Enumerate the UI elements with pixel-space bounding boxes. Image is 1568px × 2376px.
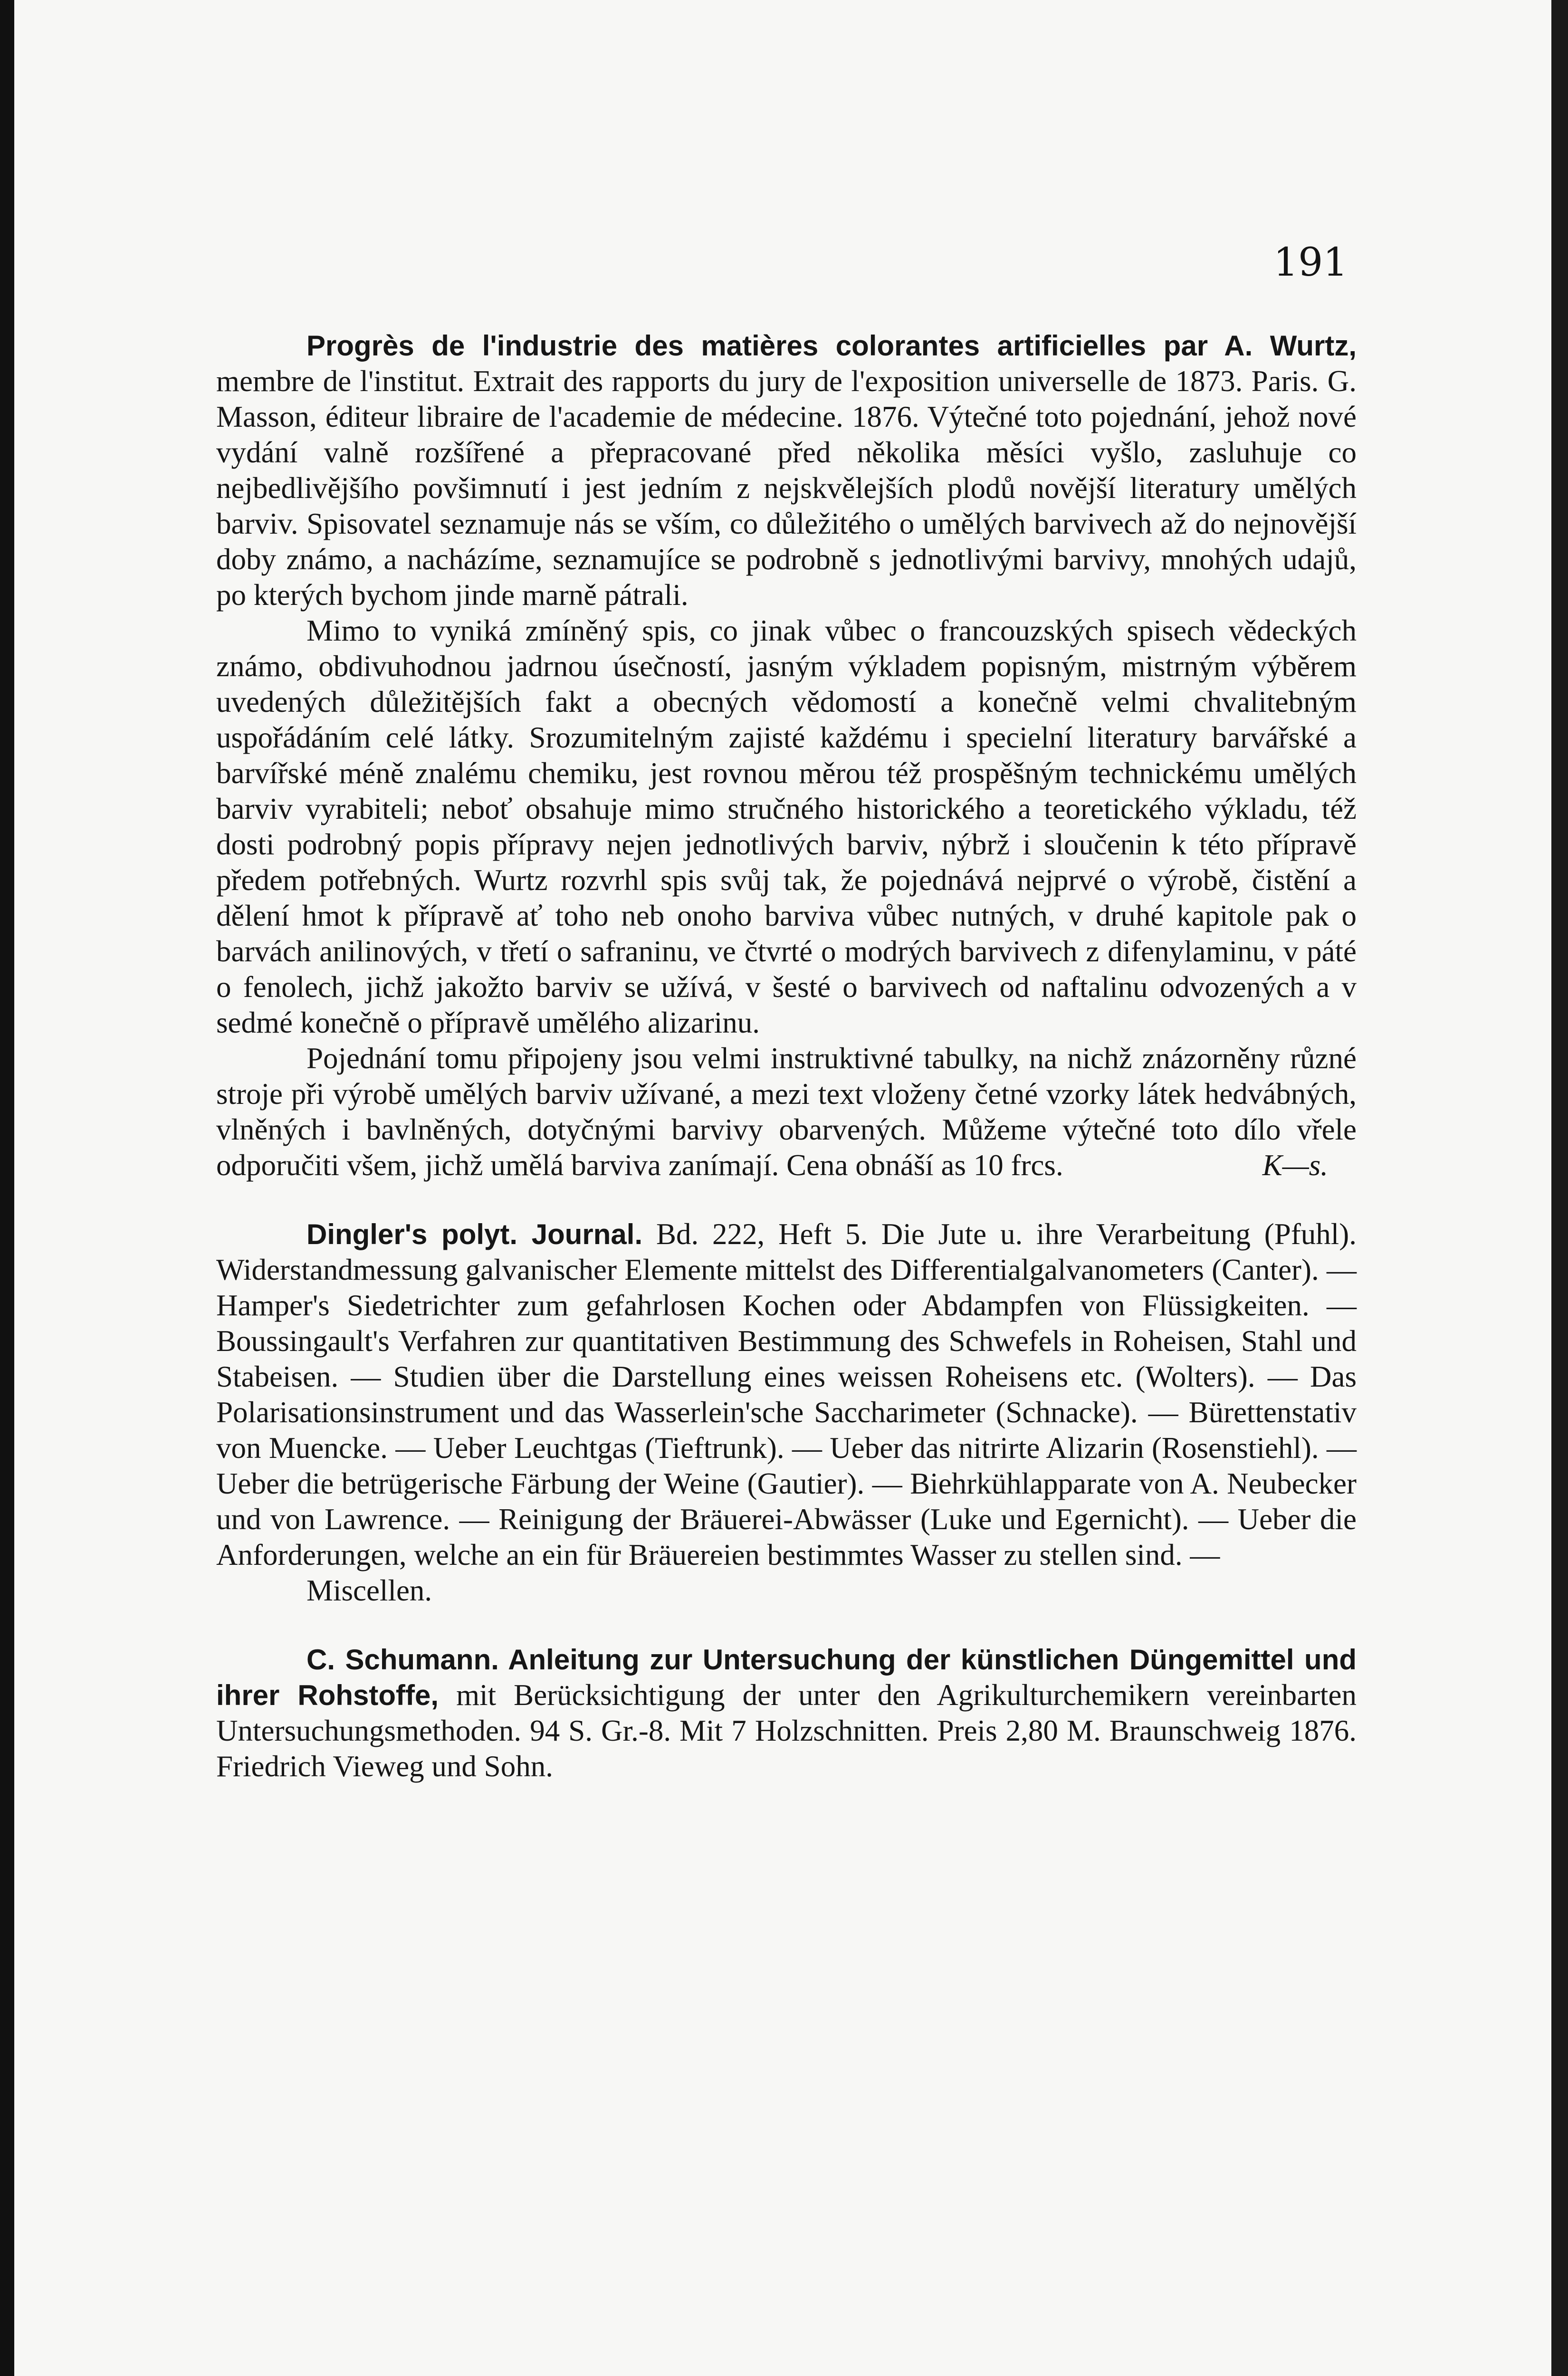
review-wurtz-citation-paragraph — [216, 328, 1357, 613]
review-dingler-paragraph — [216, 1217, 1357, 1609]
review-schumann — [216, 1642, 1357, 1784]
review-wurtz-signature: K—s. — [1262, 1149, 1328, 1182]
review-dingler-last: Miscellen. — [306, 1574, 432, 1607]
review-dingler-heading: Dingler's polyt. Journal. — [306, 1218, 643, 1250]
page-body — [216, 328, 1357, 1784]
review-schumann-paragraph — [216, 1642, 1357, 1784]
review-wurtz — [216, 328, 1357, 1183]
review-dingler — [216, 1217, 1357, 1609]
review-wurtz-heading: Progrès de l'industrie des matières colorantes artificielles par A. Wurtz, — [306, 330, 1357, 362]
review-wurtz-body-1: Výtečné toto pojednání, jehož nové vydání valně rozšířené a přepracované před několika měsíci vyšlo, zasluhuje co nejbedlivějšího povšimnutí i jest jedním z nejskvělejších plodů novější literatury umělých barviv. Spisovatel seznamuje nás se vším, co důležitého o umělých barvivech až do nejnovější doby známo, a nacházíme, seznamujíce se podrobně s jednotlivými barvivy, mnohých udajů, po kterých bychom jinde marně pátrali. — [216, 400, 1357, 612]
scanned-page — [14, 0, 1551, 2376]
book-spine-shadow — [0, 0, 14, 2376]
review-dingler-body: Bd. 222, Heft 5. Die Jute u. ihre Verarbeitung (Pfuhl). Widerstandmessung galvanischer Elemente mittelst des Differentialgalvanometers (Canter). — Hamper's Siedetrichter zum gefahrlosen Kochen oder Abdampfen von Flüssigkeiten. — Boussingault's Verfahren zur quantitativen Bestimmung des Schwefels in Roheisen, Stahl und Stabeisen. — Studien über die Darstellung eines weissen Roheisens etc. (Wolters). — Das Polarisationsinstrument und das Wasserlein'sche Saccharimeter (Schnacke). — Bürettenstativ von Muencke. — Ueber Leuchtgas (Tieftrunk). — Ueber das nitrirte Alizarin (Rosenstiehl). — Ueber die betrügerische Färbung der Weine (Gautier). — Biehrkühlapparate von A. Neubecker und von Lawrence. — Reinigung der Bräuerei-Abwässer (Luke und Egernicht). — Ueber die Anforderungen, welche an ein für Bräuereien bestimmtes Wasser zu stellen sind. — — [216, 1217, 1357, 1571]
page-right-edge-shadow — [1551, 0, 1568, 2376]
review-wurtz-body-2: Mimo to vyniká zmíněný spis, co jinak vůbec o francouzských spisech vědeckých známo, obdivuhodnou jadrnou úsečností, jasným výkladem popisným, mistrným výběrem uvedených důležitějších fakt a obecných vědomostí a konečně velmi chvalitebným uspořádáním celé látky. Srozumitelným zajisté každému i specielní literatury barvářské a barvířské méně znalému chemiku, jest rovnou měrou též prospěšným technickému umělých barviv vyrabiteli; neboť obsahuje mimo stručného historického a teoretického výkladu, též dosti podrobný popis přípravy nejen jednotlivých barviv, nýbrž i sloučenin k této přípravě předem potřebných. Wurtz rozvrhl spis svůj tak, že pojednává nejprvé o výrobě, čistění a dělení hmot k přípravě ať toho neb onoho barviva vůbec nutných, v druhé kapitole pak o barvách anilinových, v třetí o safraninu, ve čtvrté o modrých barvivech z difenylaminu, v páté o fenolech, jichž jakožto barviv se užívá, v šesté o barvivech od naftalinu odvozených a v sedmé konečně o přípravě umělého alizarinu. — [216, 614, 1357, 1039]
review-wurtz-citation: membre de l'institut. Extrait des rapports du jury de l'exposition universelle de 1873. Paris. G. Masson, éditeur libraire de l'academie de médecine. 1876. — [216, 364, 1357, 433]
page-number: 191 — [1273, 240, 1348, 285]
review-schumann-heading: C. Schumann. Anleitung zur Untersuchung der künstlichen Düngemittel und ihrer Rohstoffe, — [216, 1644, 1357, 1711]
review-wurtz-body-3-paragraph — [216, 1041, 1357, 1183]
review-wurtz-body-3: Pojednání tomu připojeny jsou velmi instruktivné tabulky, na nichž znázorněny různé stroje při výrobě umělých barviv užívané, a mezi text vloženy četné vzorky látek hedvábných, vlněných i bavlněných, dotyčnými barvivy obarvených. Můžeme výtečné toto dílo vřele odporučiti všem, jichž umělá barviva zanímají. Cena obnáší as 10 frcs. — [216, 1042, 1357, 1182]
review-schumann-body: mit Berücksichtigung der unter den Agrikulturchemikern vereinbarten Untersuchungsmethoden. 94 S. Gr.-8. Mit 7 Holzschnitten. Preis 2,80 M. Braunschweig 1876. Friedrich Vieweg und Sohn. — [216, 1678, 1357, 1783]
